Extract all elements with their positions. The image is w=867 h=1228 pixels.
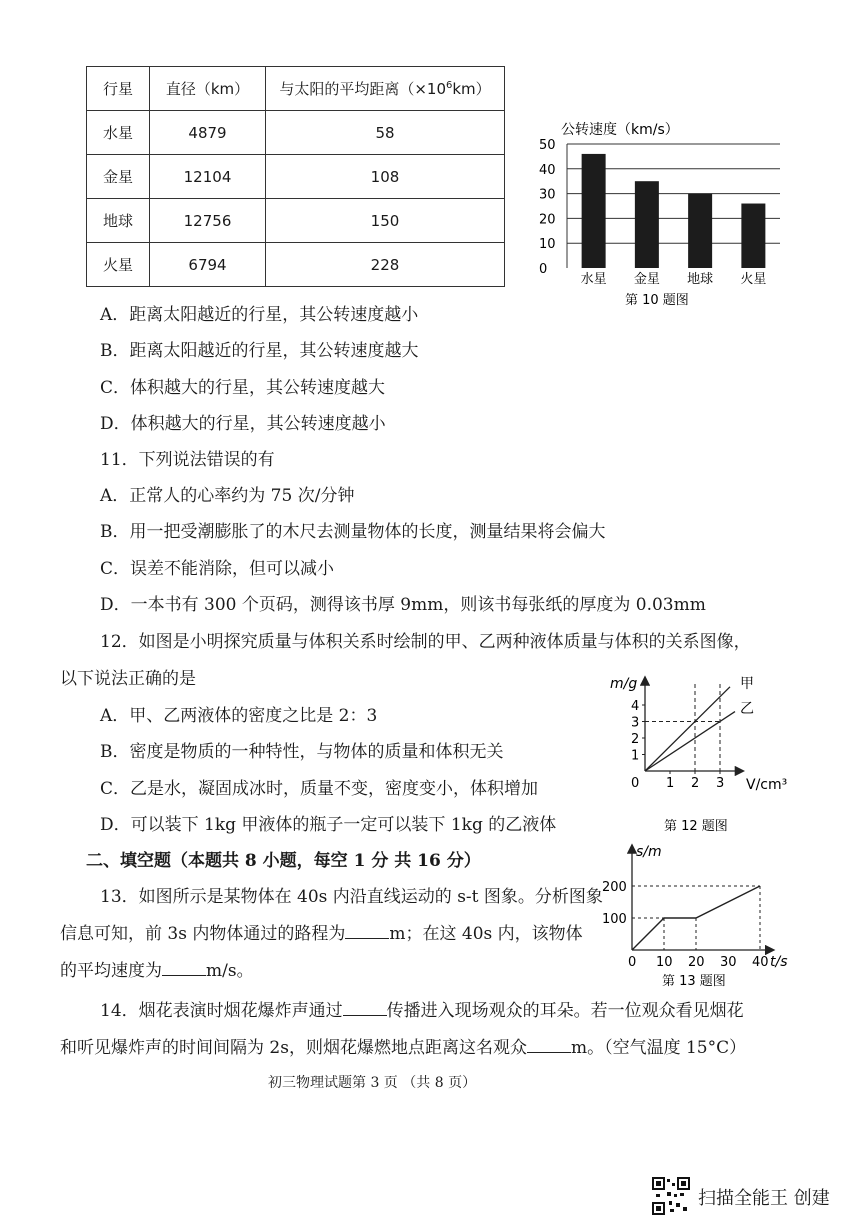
- q13-text: m/s。: [206, 961, 254, 981]
- q11-option-b: B．用一把受潮膨胀了的木尺去测量物体的长度，测量结果将会偏大: [100, 522, 606, 542]
- table-header-row: [87, 67, 505, 111]
- table-row: [87, 155, 505, 199]
- q10-option-b: B．距离太阳越近的行星，其公转速度越大: [100, 341, 419, 361]
- fig10-xtick-label: 水星: [580, 272, 607, 287]
- fig12-ylabel: m/g: [610, 676, 638, 692]
- fig10-bar: [635, 181, 659, 268]
- fig10-bars: [582, 154, 766, 268]
- q14-blank-2[interactable]: [527, 1036, 571, 1053]
- fig13-st-graph: [600, 840, 800, 990]
- q14-text: 和听见爆炸声的时间间隔为 2s，则烟花爆燃地点距离这名观众: [60, 1038, 527, 1058]
- q12-option-a: A．甲、乙两液体的密度之比是 2：3: [100, 706, 378, 726]
- q14-text: m。（空气温度 15°C）: [570, 1038, 747, 1058]
- fig10-ytick-label: 40: [539, 162, 556, 178]
- header-text: 与太阳的平均距离（×10: [279, 80, 446, 98]
- fig12-xlabel: V/cm³: [746, 777, 788, 793]
- q10-option-d: D．体积越大的行星，其公转速度越小: [100, 414, 386, 434]
- table-cell: 108: [266, 155, 505, 199]
- fig13-xtick-label: 0: [628, 955, 637, 970]
- fig13-xtick-label: 40: [752, 955, 769, 970]
- q13-blank-2[interactable]: [162, 959, 206, 976]
- header-text: km）: [452, 80, 491, 98]
- fig10-xtick-label: 地球: [687, 272, 714, 287]
- fig13-ylabel: s/m: [636, 844, 662, 860]
- q13-line1: 13．如图所示是某物体在 40s 内沿直线运动的 s-t 图象。分析图象: [100, 887, 603, 907]
- q11-option-d: D．一本书有 300 个页码，测得该书厚 9mm，则该书每张纸的厚度为 0.03mm: [100, 595, 706, 615]
- q13-text: 的平均速度为: [60, 961, 162, 981]
- fig13-ytick-label: 100: [602, 912, 627, 927]
- q13-text: 信息可知，前 3s 内物体通过的路程为: [60, 924, 346, 944]
- table-cell: 金星: [87, 155, 150, 199]
- table-row: [87, 199, 505, 243]
- table-cell: 228: [266, 243, 505, 287]
- q11-option-a: A．正常人的心率约为 75 次/分钟: [100, 486, 355, 506]
- fig13-caption: 第 13 题图: [662, 974, 726, 989]
- table-cell: 水星: [87, 111, 150, 155]
- table-cell: 6794: [150, 243, 266, 287]
- table-header: 行星: [87, 67, 150, 111]
- q12-option-d: D．可以装下 1kg 甲液体的瓶子一定可以装下 1kg 的乙液体: [100, 815, 557, 835]
- fig13-plot: [602, 846, 773, 970]
- fig12-mv-graph: [600, 668, 800, 838]
- q14-text: 14．烟花表演时烟花爆炸声通过: [100, 1001, 343, 1021]
- fig10-xtick-label: 金星: [633, 272, 660, 287]
- fig12-series-yi: 乙: [740, 701, 754, 717]
- fig12-ytick-label: 2: [631, 732, 640, 747]
- q12-stem-line2: 以下说法正确的是: [60, 669, 196, 689]
- header-sup: 6: [445, 80, 453, 91]
- fig12-plot: [631, 678, 743, 791]
- fig12-ytick-label: 4: [631, 699, 640, 714]
- fig10-xtick-label: 火星: [740, 272, 767, 287]
- q13-blank-1[interactable]: [345, 922, 389, 939]
- table-header: [266, 67, 505, 111]
- fig10-ytick-label: 50: [539, 138, 556, 153]
- fig10-bar: [582, 154, 606, 268]
- q10-option-c: C．体积越大的行星，其公转速度越大: [100, 378, 386, 398]
- fig10-ytick-label: 10: [539, 237, 556, 253]
- fig12-ytick-label: 3: [631, 715, 640, 731]
- q11-stem: 11．下列说法错误的有: [100, 450, 275, 470]
- fig10-bar-chart: [525, 112, 795, 312]
- q14-line1: [100, 999, 744, 1023]
- page-footer: 初三物理试题第 3 页 （共 8 页）: [268, 1075, 477, 1091]
- fig12-xtick-label: 3: [716, 776, 725, 791]
- table-cell: 150: [266, 199, 505, 243]
- fig12-caption: 第 12 题图: [664, 819, 728, 834]
- q12-option-c: C．乙是水，凝固成冰时，质量不变，密度变小，体积增加: [100, 779, 539, 799]
- qr-code-icon: [652, 1177, 690, 1215]
- q13-text: m；在这 40s 内，该物体: [389, 924, 583, 944]
- fig13-ytick-label: 200: [602, 880, 627, 895]
- fig10-title: 公转速度（km/s）: [561, 122, 679, 138]
- q13-line3: [60, 959, 254, 983]
- table-cell: 58: [266, 111, 505, 155]
- fig13-xlabel: t/s: [770, 954, 788, 970]
- q12-option-b: B．密度是物质的一种特性，与物体的质量和体积无关: [100, 742, 504, 762]
- table-row: [87, 111, 505, 155]
- fig12-xtick-label: 0: [631, 776, 640, 791]
- planet-table: [86, 66, 505, 287]
- fig10-bar: [741, 204, 765, 268]
- table-cell: 4879: [150, 111, 266, 155]
- fig10-xticks: [581, 271, 767, 287]
- fig10-ytick-label: 0: [539, 262, 548, 277]
- table-cell: 12104: [150, 155, 266, 199]
- q14-blank-1[interactable]: [343, 999, 387, 1016]
- fig12-xtick-label: 2: [691, 776, 700, 791]
- fig12-ytick-label: 1: [631, 748, 640, 764]
- fig10-bar: [688, 194, 712, 268]
- q11-option-c: C．误差不能消除，但可以减小: [100, 559, 335, 579]
- section2-heading: 二、填空题（本题共 8 小题，每空 1 分 共 16 分）: [86, 851, 481, 871]
- table-cell: 12756: [150, 199, 266, 243]
- fig13-xtick-label: 20: [688, 955, 705, 970]
- fig10-ytick-label: 20: [539, 212, 556, 228]
- q10-option-a: A．距离太阳越近的行星，其公转速度越小: [100, 305, 419, 325]
- fig13-xtick-label: 30: [720, 955, 737, 970]
- fig12-line-yi: [645, 712, 735, 771]
- fig12-series-jia: 甲: [740, 676, 754, 692]
- fig12-xtick-label: 1: [666, 776, 675, 791]
- table-row: [87, 243, 505, 287]
- q13-line2: [60, 922, 583, 946]
- fig12-line-jia: [645, 687, 730, 771]
- fig10-yticks: [539, 138, 556, 277]
- fig13-xtick-label: 10: [656, 955, 673, 970]
- q12-stem-line1: 12．如图是小明探究质量与体积关系时绘制的甲、乙两种液体质量与体积的关系图像，: [100, 632, 751, 652]
- q14-line2: [60, 1036, 746, 1060]
- scanner-stamp-text: 扫描全能王 创建: [698, 1188, 830, 1209]
- q14-text: 传播进入现场观众的耳朵。若一位观众看见烟花: [386, 1001, 744, 1021]
- table-header: 直径（km）: [150, 67, 266, 111]
- fig10-caption: 第 10 题图: [625, 293, 689, 308]
- fig10-ytick-label: 30: [539, 187, 556, 203]
- table-cell: 火星: [87, 243, 150, 287]
- table-cell: 地球: [87, 199, 150, 243]
